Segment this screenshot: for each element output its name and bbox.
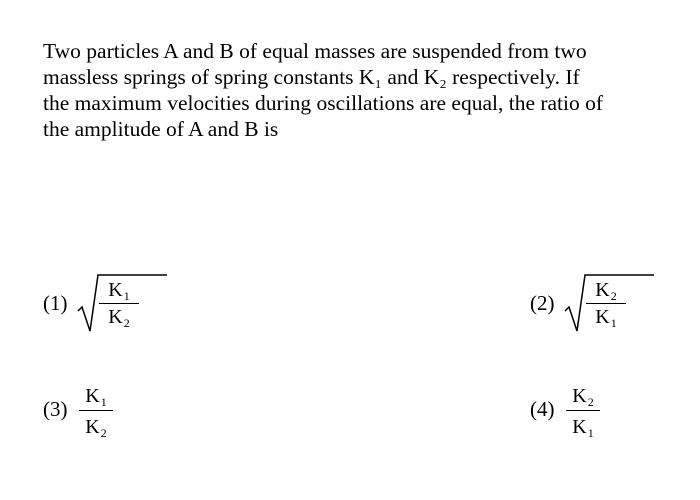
option-4-denominator: K [572,416,587,438]
option-1-expression [77,273,167,335]
option-3-fraction-bar [79,410,113,411]
option-3-numerator: K [85,385,100,407]
option-3-denominator-sub: 2 [100,426,107,440]
option-3-label: (3) [43,397,68,421]
question-text: Two particles A and B of equal masses are suspended from two massless springs of spring constants K₁ and K₂ respectively. If the maximum velocities during oscillations are equal, the ratio of the amplitude of A and B is [43,39,604,141]
option-1-fraction [99,279,139,331]
option-1-numerator-sub: 1 [123,289,130,303]
option-2-denominator-sub: 1 [610,316,617,330]
option-2-fraction-bar [586,303,626,304]
option-3-fraction [79,385,113,441]
option-1-label: (1) [43,291,68,315]
option-4-label: (4) [530,397,555,421]
option-3 [43,385,153,445]
option-3-denominator: K [85,416,100,438]
option-1 [43,280,163,340]
option-1-denominator: K [108,306,123,328]
option-4-numerator-sub: 2 [587,395,594,409]
option-4-numerator: K [572,385,587,407]
option-2-expression [564,273,654,335]
option-4-denominator-sub: 1 [587,426,594,440]
option-4-fraction-bar [566,410,600,411]
option-1-denominator-sub: 2 [123,316,130,330]
option-3-numerator-sub: 1 [100,395,107,409]
option-4 [530,385,640,445]
option-2-numerator: K [595,279,610,301]
option-2-numerator-sub: 2 [610,289,617,303]
option-2-label: (2) [530,291,555,315]
option-4-fraction [566,385,600,441]
option-2-fraction [586,279,626,331]
option-1-numerator: K [108,279,123,301]
option-2 [530,280,650,340]
option-1-fraction-bar [99,303,139,304]
option-2-denominator: K [595,306,610,328]
